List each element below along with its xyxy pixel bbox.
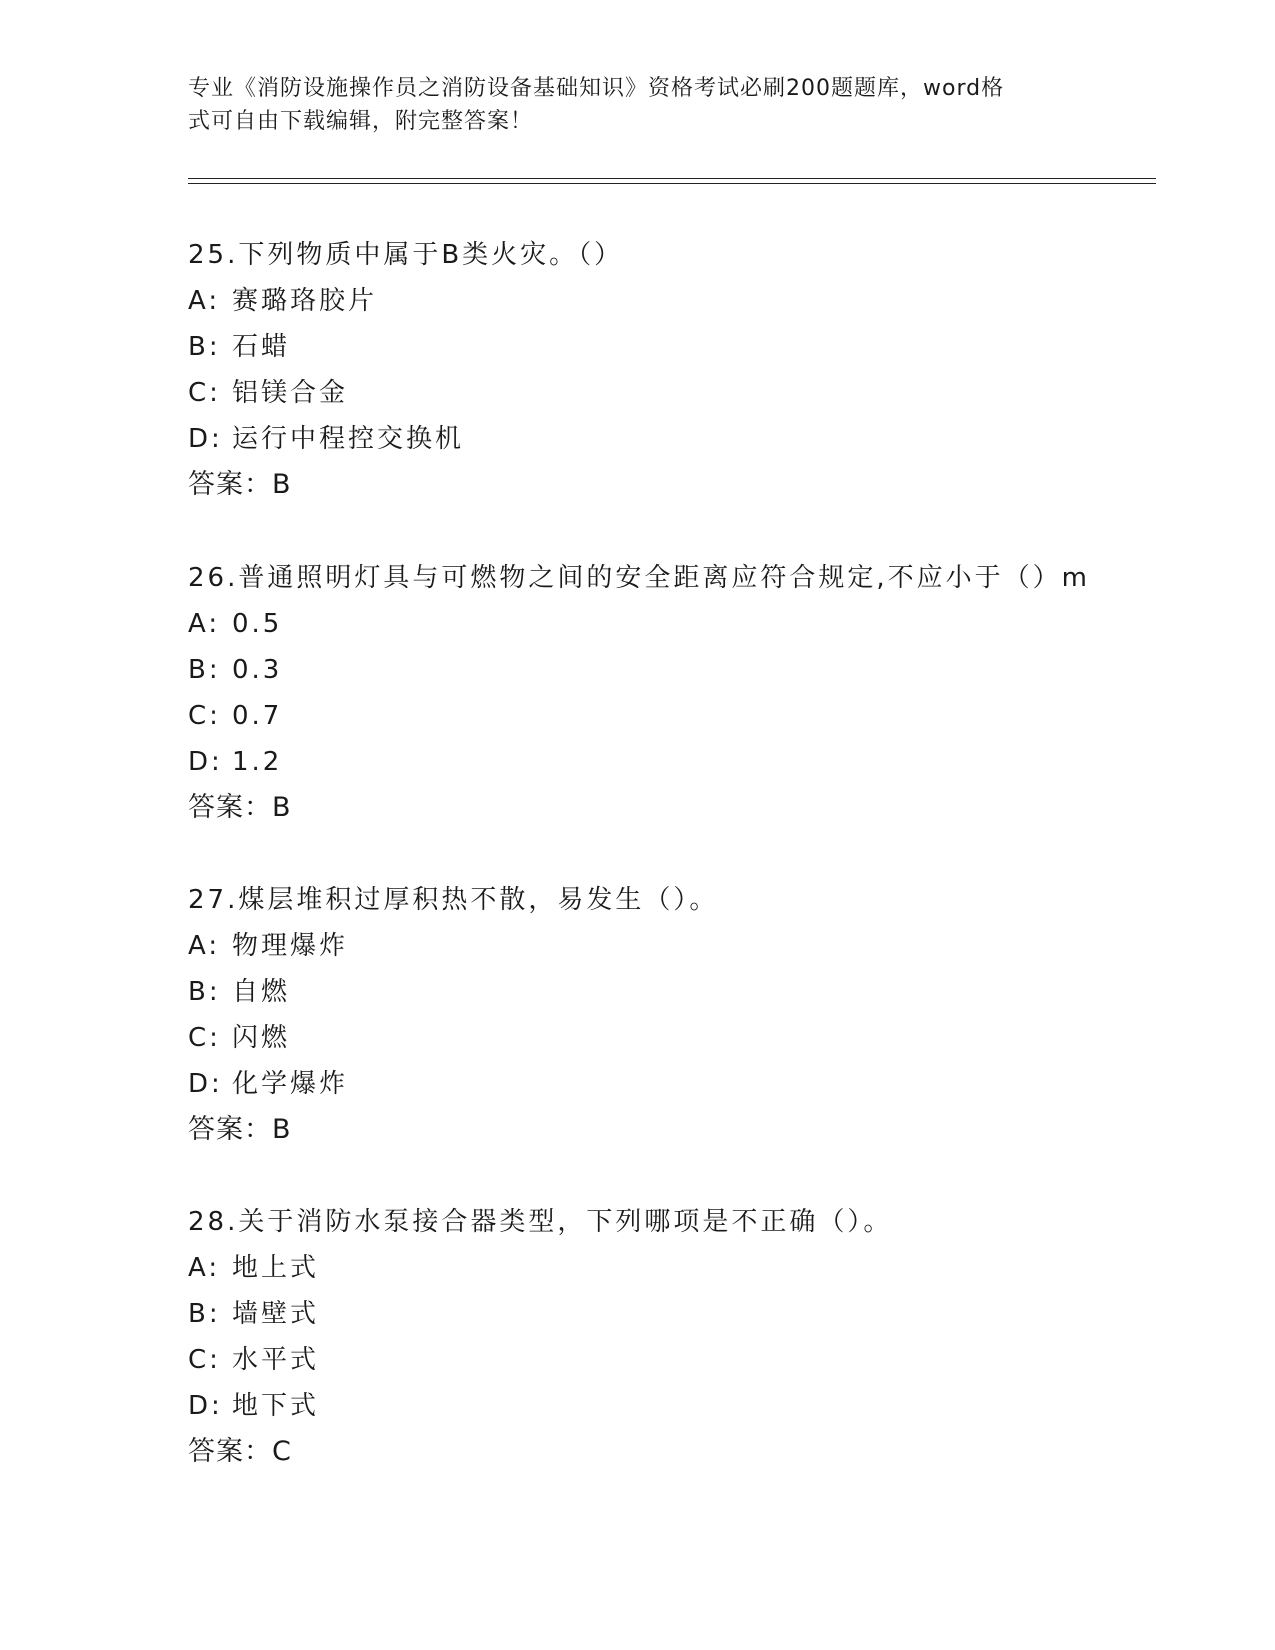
option-b [188, 324, 1148, 370]
option-label: B: [188, 655, 221, 685]
option-text: 运行中程控交换机 [232, 424, 465, 454]
answer: 答案：C [188, 1436, 292, 1467]
option-d [188, 1383, 1148, 1429]
option-text: 0.5 [232, 609, 283, 639]
option-a [188, 278, 1148, 324]
question-stem: 28.关于消防水泵接合器类型，下列哪项是不正确（）。 [188, 1207, 893, 1237]
option-d [188, 739, 1148, 785]
option-label: C: [188, 701, 221, 731]
header-line-2: 式可自由下载编辑，附完整答案！ [188, 109, 534, 134]
answer: 答案：B [188, 1114, 292, 1145]
option-text: 0.3 [232, 655, 283, 685]
option-text: 自燃 [232, 977, 291, 1007]
option-text: 赛璐珞胶片 [232, 286, 378, 316]
option-label: A: [188, 609, 221, 639]
option-text: 铝镁合金 [232, 378, 349, 408]
option-label: B: [188, 977, 221, 1007]
option-d [188, 1061, 1148, 1107]
option-text: 闪燃 [232, 1023, 291, 1053]
question-stem: 27.煤层堆积过厚积热不散，易发生（）。 [188, 885, 719, 915]
option-label: D: [188, 424, 223, 454]
answer: 答案：B [188, 469, 292, 500]
option-text: 1.2 [232, 747, 283, 777]
header-divider-bottom [188, 183, 1156, 184]
option-text: 墙壁式 [232, 1299, 320, 1329]
option-c [188, 693, 1148, 739]
option-text: 石蜡 [232, 332, 291, 362]
option-text: 0.7 [232, 701, 283, 731]
option-text: 水平式 [232, 1345, 320, 1375]
question-25 [188, 232, 1148, 508]
question-stem: 26.普通照明灯具与可燃物之间的安全距离应符合规定,不应小于（）m [188, 563, 1090, 593]
option-b [188, 1291, 1148, 1337]
option-a [188, 923, 1148, 969]
option-label: D: [188, 747, 223, 777]
option-a [188, 601, 1148, 647]
option-text: 化学爆炸 [232, 1069, 349, 1099]
option-c [188, 1015, 1148, 1061]
answer: 答案：B [188, 792, 292, 823]
option-text: 地上式 [232, 1253, 320, 1283]
option-label: A: [188, 286, 221, 316]
option-text: 地下式 [232, 1391, 320, 1421]
option-b [188, 969, 1148, 1015]
header-divider-top [188, 178, 1156, 179]
option-label: D: [188, 1391, 223, 1421]
option-label: A: [188, 931, 221, 961]
question-28 [188, 1199, 1148, 1475]
option-c [188, 1337, 1148, 1383]
option-label: D: [188, 1069, 223, 1099]
option-c [188, 370, 1148, 416]
option-label: C: [188, 1345, 221, 1375]
option-label: B: [188, 1299, 221, 1329]
option-label: C: [188, 378, 221, 408]
option-a [188, 1245, 1148, 1291]
option-text: 物理爆炸 [232, 931, 349, 961]
option-label: B: [188, 332, 221, 362]
option-label: C: [188, 1023, 221, 1053]
option-d [188, 416, 1148, 462]
option-b [188, 647, 1148, 693]
question-26 [188, 555, 1148, 831]
question-27 [188, 877, 1148, 1153]
document-header [188, 72, 1068, 138]
option-label: A: [188, 1253, 221, 1283]
header-line-1: 专业《消防设施操作员之消防设备基础知识》资格考试必刷200题题库，word格 [188, 76, 1005, 101]
question-stem: 25.下列物质中属于B类火灾。（） [188, 240, 624, 270]
